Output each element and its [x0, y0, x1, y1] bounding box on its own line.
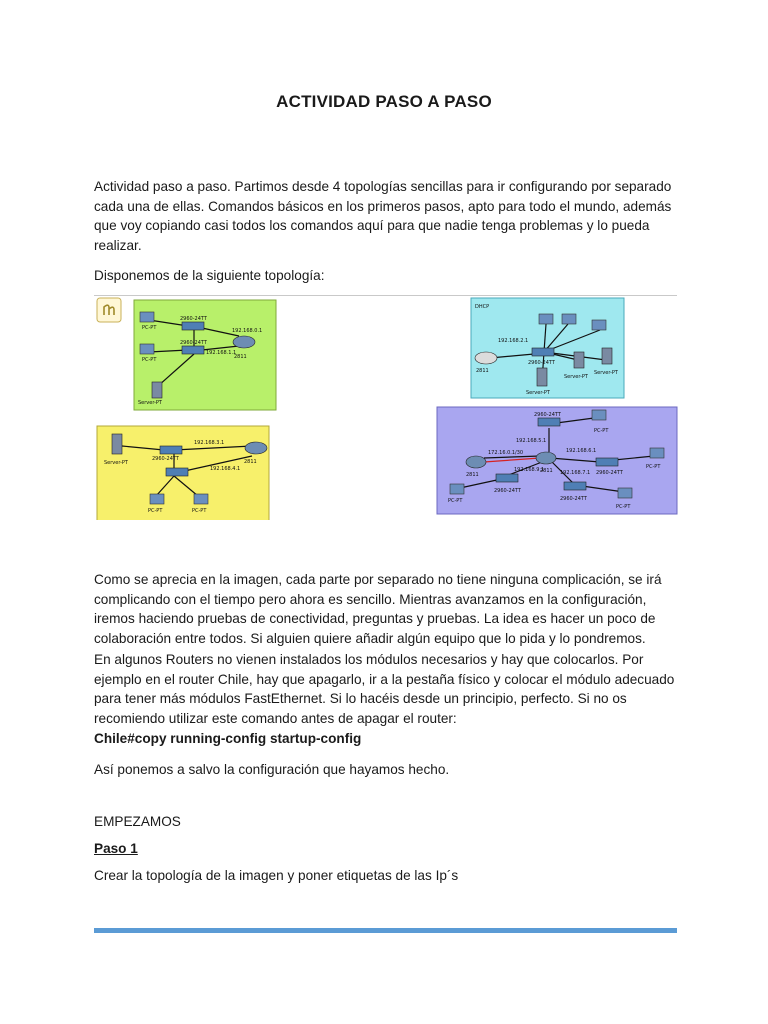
chile-ip3: 172.16.0.1/30 — [488, 450, 524, 456]
mexico-server — [152, 382, 162, 398]
page-title: ACTIVIDAD PASO A PASO — [276, 92, 492, 111]
paragraph-1: Como se aprecia en la imagen, cada parte por separado no tiene ninguna complicación, se irá complicando con el tiempo pero ahora es sencillo. Mientras avanzamos en la configuración, iremos haciendo pruebas de conectividad, preguntas y pruebas. La idea es hacer un poco de colaboración entre todos. Si alguien quiere añadir algún equipo que lo pida y lo pondremos. — [94, 572, 662, 646]
colombia-router — [245, 442, 267, 454]
espana-dhcp-label: Server-PT — [526, 390, 550, 396]
chile-peru-label: 2811 — [466, 472, 479, 478]
chile-chile-label: 2811 — [540, 468, 553, 474]
espana-dns-label: Server-PT — [564, 374, 588, 380]
colombia-server — [112, 434, 122, 454]
colombia-router-label: 2811 — [244, 459, 257, 465]
footer-rule — [94, 928, 677, 933]
chile-ip4: 192.168.9.1 — [514, 467, 545, 473]
espana-http-label: Server-PT — [594, 370, 618, 376]
chile-pc10-label: PC-PT — [448, 498, 463, 504]
colombia-pc6-label: PC-PT — [148, 508, 163, 514]
topology-intro: Disponemos de la siguiente topología: — [94, 268, 325, 283]
colombia-pc7 — [194, 494, 208, 504]
chile-pc11-label: PC-PT — [594, 428, 609, 434]
mexico-pc1 — [140, 344, 154, 354]
chile-switch7 — [564, 482, 586, 490]
mexico-pc0 — [140, 312, 154, 322]
chile-switch6 — [596, 458, 618, 466]
espana-router-label: 2811 — [476, 368, 489, 374]
chile-switch5 — [538, 418, 560, 426]
chile-router-chile — [536, 452, 556, 464]
section-heading: EMPEZAMOS — [94, 814, 181, 829]
chile-sw6-label: 2960-24TT — [596, 470, 623, 476]
mexico-router — [233, 336, 255, 348]
chile-router-peru — [466, 456, 486, 468]
mexico-switch0 — [182, 322, 204, 330]
espana-ip: 192.168.2.1 — [498, 338, 529, 344]
espana-dns — [574, 352, 584, 368]
colombia-sw4-label: 2960-24TT — [152, 456, 179, 462]
mexico-switch1 — [182, 346, 204, 354]
chile-sw8-label: 2960-24TT — [494, 488, 521, 494]
chile-ip2: 192.168.6.1 — [566, 448, 597, 454]
mexico-pc0-label: PC-PT — [142, 325, 157, 331]
chile-pc8 — [650, 448, 664, 458]
paragraph-2: En algunos Routers no vienen instalados los módulos necesarios y hay que colocarlos. Por ejemplo en el router Chile, hay que apagarlo, ir a la pestaña físico y colocar el módulo adecuado para tener más módulos FastEthernet. Si lo hacéis desde un principio, perfecto. Si no os recomiendo utilizar este comando antes de apagar el router: — [94, 652, 675, 726]
colombia-switch2 — [166, 468, 188, 476]
colombia-switch4 — [160, 446, 182, 454]
network-topology-diagram — [94, 296, 678, 520]
espana-switch3 — [532, 348, 554, 356]
colombia-pc6 — [150, 494, 164, 504]
chile-switch8 — [496, 474, 518, 482]
paragraph-3: Así ponemos a salvo la configuración que hayamos hecho. — [94, 762, 450, 777]
colombia-ip1: 192.168.3.1 — [194, 440, 225, 446]
chile-sw5-label: 2960-24TT — [534, 412, 561, 418]
step-text: Crear la topología de la imagen y poner etiquetas de las Ip´s — [94, 868, 459, 883]
espana-router — [475, 352, 497, 364]
mexico-sw1-label: 2960-24TT — [180, 340, 207, 346]
espana-pc4 — [592, 320, 606, 330]
chile-pc9 — [618, 488, 632, 498]
mexico-ip2: 192.168.1.1 — [206, 350, 237, 356]
command-line: Chile#copy running-config startup-config — [94, 731, 362, 746]
chile-ip5: 192.168.7.1 — [560, 470, 591, 476]
colombia-ip2: 192.168.4.1 — [210, 466, 241, 472]
colombia-pc7-label: PC-PT — [192, 508, 207, 514]
intro-paragraph: Actividad paso a paso. Partimos desde 4 topologías sencillas para ir configurando por separado cada una de ellas. Comandos básicos en los primeros pasos, apto para todo el mundo, además que voy copiando casi todos los comandos aquí para que nadie tenga problemas y lo pueda realizar. — [94, 179, 672, 253]
chile-pc8-label: PC-PT — [646, 464, 661, 470]
chile-ip1: 192.168.5.1 — [516, 438, 547, 444]
colombia-server-label: Server-PT — [104, 460, 128, 466]
espana-pc3 — [562, 314, 576, 324]
espana-pc2 — [539, 314, 553, 324]
step-title: Paso 1 — [94, 841, 138, 856]
mexico-sw0-label: 2960-24TT — [180, 316, 207, 322]
mexico-ip: 192.168.0.1 — [232, 328, 263, 334]
mexico-server-label: Server-PT — [138, 400, 162, 406]
mexico-router-label: 2811 — [234, 354, 247, 360]
espana-sw-label: 2960-24TT — [528, 360, 555, 366]
espana-http — [602, 348, 612, 364]
espana-dhcp — [537, 368, 547, 386]
chile-sw7-label: 2960-24TT — [560, 496, 587, 502]
mexico-pc1-label: PC-PT — [142, 357, 157, 363]
espana-dhcp-tag: DHCP — [475, 304, 490, 310]
chile-pc9-label: PC-PT — [616, 504, 631, 510]
chile-pc11 — [592, 410, 606, 420]
chile-pc10 — [450, 484, 464, 494]
